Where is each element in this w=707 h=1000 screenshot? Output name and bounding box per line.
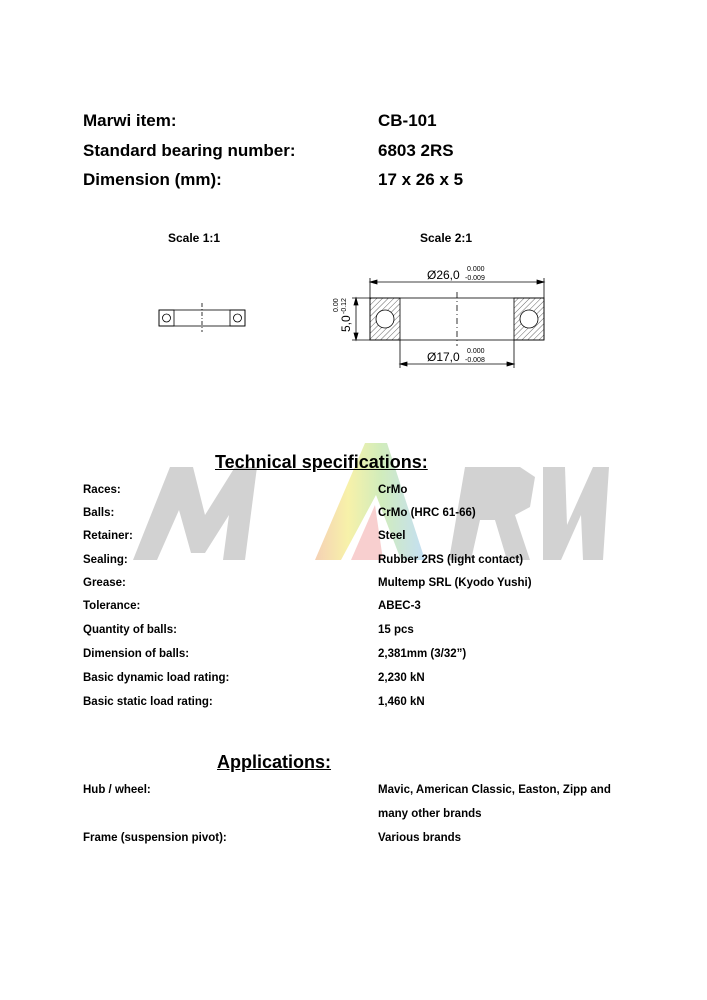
spec-label-dimension-of-balls: Dimension of balls:	[83, 648, 190, 660]
outer-tolerance-upper: 0.000	[467, 266, 485, 273]
standard-bearing-label: Standard bearing number:	[83, 141, 296, 160]
spec-label-balls: Balls:	[83, 507, 115, 519]
application-label-hub-wheel: Hub / wheel:	[83, 784, 151, 796]
outer-tolerance-lower: -0.009	[465, 275, 485, 282]
outer-diameter-label: Ø26,0	[427, 268, 460, 282]
bearing-drawing-scale-2	[330, 260, 560, 375]
width-tolerance-lower: -0.12	[341, 298, 348, 314]
spec-label-retainer: Retainer:	[83, 530, 133, 542]
application-value-hub-wheel-line1: Mavic, American Classic, Easton, Zipp and	[378, 784, 611, 796]
inner-tolerance-upper: 0.000	[467, 348, 485, 355]
inner-diameter-label: Ø17,0	[427, 350, 460, 364]
width-label: 5,0	[339, 315, 353, 332]
scale-1-label: Scale 1:1	[168, 231, 221, 245]
spec-value-grease: Multemp SRL (Kyodo Yushi)	[378, 577, 532, 589]
technical-specifications-title: Technical specifications:	[215, 452, 428, 472]
spec-value-dynamic-load: 2,230 kN	[378, 672, 425, 684]
item-value: CB-101	[378, 111, 437, 130]
spec-value-races: CrMo	[378, 484, 408, 496]
spec-value-dimension-of-balls: 2,381mm (3/32”)	[378, 648, 467, 660]
spec-value-retainer: Steel	[378, 530, 406, 542]
spec-value-quantity-of-balls: 15 pcs	[378, 624, 414, 636]
spec-label-static-load: Basic static load rating:	[83, 696, 213, 708]
application-value-hub-wheel-line2: many other brands	[378, 808, 482, 820]
spec-label-sealing: Sealing:	[83, 554, 128, 566]
spec-label-quantity-of-balls: Quantity of balls:	[83, 624, 177, 636]
spec-value-tolerance: ABEC-3	[378, 600, 421, 612]
spec-label-tolerance: Tolerance:	[83, 600, 141, 612]
spec-value-balls: CrMo (HRC 61-66)	[378, 507, 476, 519]
spec-value-sealing: Rubber 2RS (light contact)	[378, 554, 524, 566]
spec-value-static-load: 1,460 kN	[378, 696, 425, 708]
dimension-value: 17 x 26 x 5	[378, 170, 464, 189]
scale-2-label: Scale 2:1	[420, 231, 473, 245]
spec-label-dynamic-load: Basic dynamic load rating:	[83, 672, 230, 684]
application-label-frame: Frame (suspension pivot):	[83, 832, 227, 844]
spec-label-races: Races:	[83, 484, 121, 496]
applications-title: Applications:	[217, 752, 332, 772]
bearing-drawing-scale-1	[155, 300, 250, 335]
standard-bearing-value: 6803 2RS	[378, 141, 454, 160]
item-label: Marwi item:	[83, 111, 177, 130]
dimension-label: Dimension (mm):	[83, 170, 222, 189]
inner-tolerance-lower: -0.008	[465, 357, 485, 364]
application-value-frame: Various brands	[378, 832, 462, 844]
width-tolerance-upper: 0.00	[333, 298, 340, 312]
spec-label-grease: Grease:	[83, 577, 126, 589]
